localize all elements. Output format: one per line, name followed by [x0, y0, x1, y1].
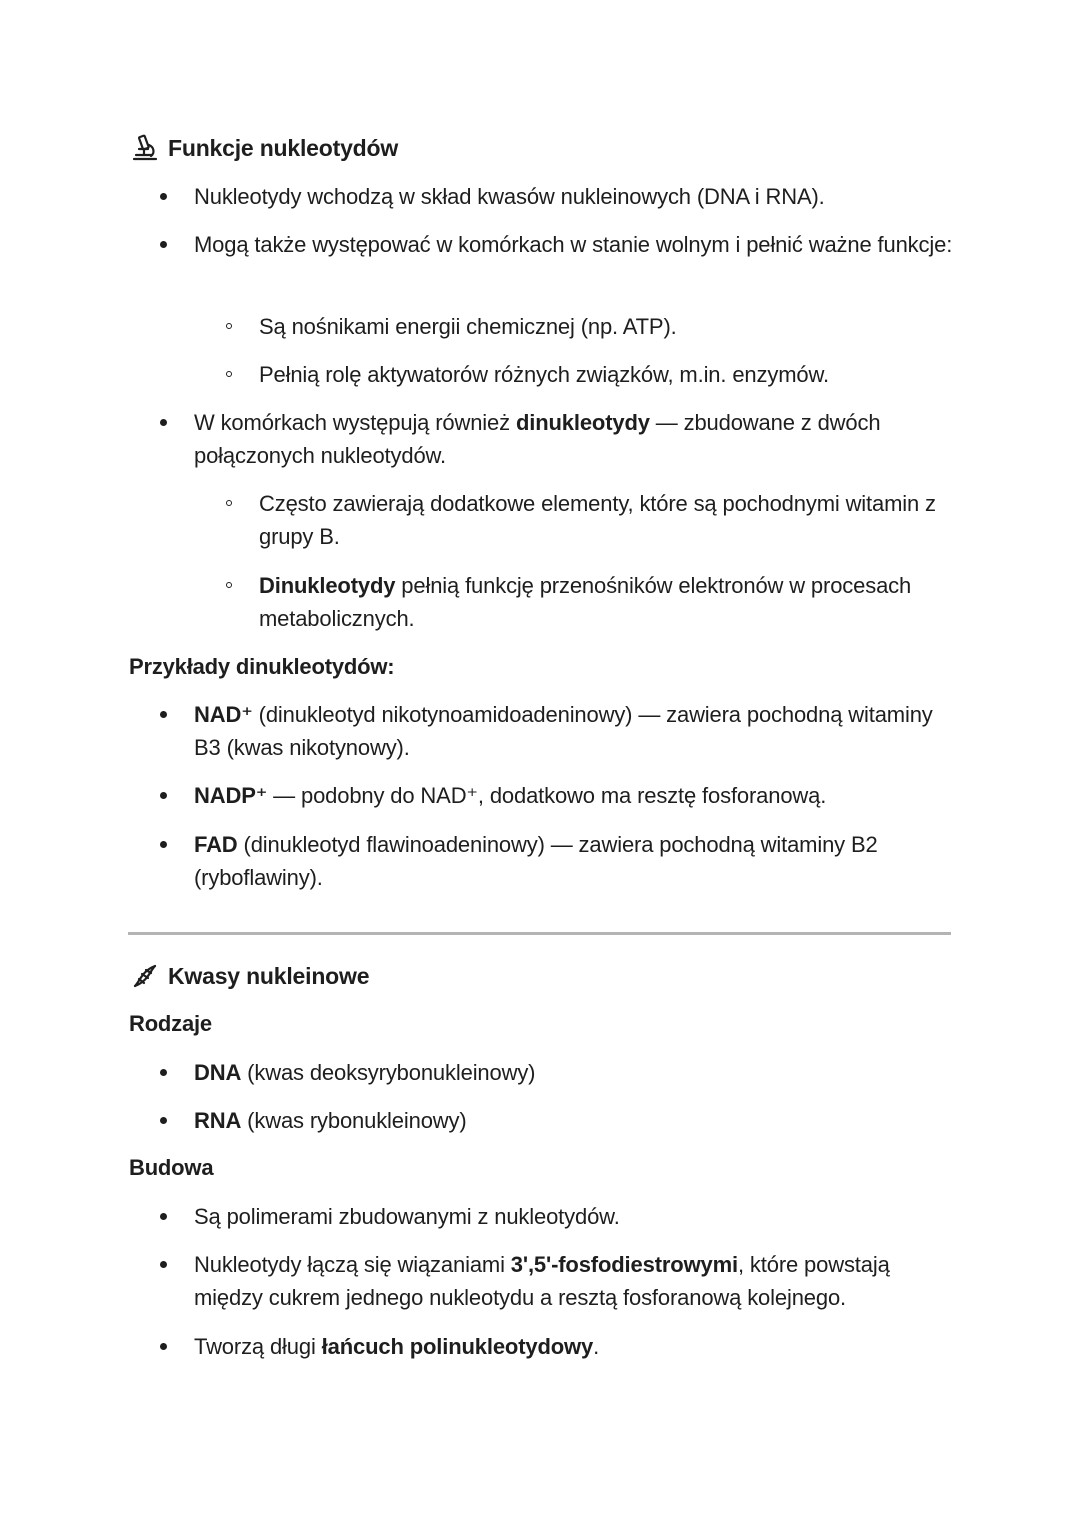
bullet-dot — [160, 841, 167, 848]
bullet-dot — [160, 711, 167, 718]
sub-list-item: Są nośnikami energii chemicznej (np. ATP). — [259, 310, 939, 343]
bullet-dot — [160, 792, 167, 799]
bullet-circle — [226, 371, 232, 377]
section-heading-nucleotide-functions — [130, 133, 398, 163]
bullet-dot — [160, 193, 167, 200]
types-title: Rodzaje — [129, 1011, 212, 1036]
bullet-circle — [226, 323, 232, 329]
microscope-icon — [130, 133, 160, 163]
bullet-dot — [160, 419, 167, 426]
list-item: FAD (dinukleotyd flawinoadeninowy) — zawiera pochodną witaminy B2 (ryboflawiny). — [194, 828, 954, 894]
list-item: RNA (kwas rybonukleinowy) — [194, 1104, 954, 1137]
sub-list-item: Dinukleotydy pełnią funkcję przenośników elektronów w procesach metabolicznych. — [259, 569, 939, 635]
list-item: W komórkach występują również dinukleotydy — zbudowane z dwóch połączonych nukleotydów. — [194, 406, 954, 472]
bullet-dot — [160, 1117, 167, 1124]
list-item: DNA (kwas deoksyrybonukleinowy) — [194, 1056, 954, 1089]
section-heading-nucleic-acids — [130, 961, 369, 991]
list-item: Nukleotydy łączą się wiązaniami 3',5'-fosfodiestrowymi, które powstają między cukrem jednego nukleotydu a resztą fosforanową kolejnego. — [194, 1248, 954, 1314]
bullet-dot — [160, 1213, 167, 1220]
bullet-circle — [226, 582, 232, 588]
dna-icon — [130, 961, 160, 991]
examples-title: Przykłady dinukleotydów: — [129, 654, 395, 679]
list-item: Są polimerami zbudowanymi z nukleotydów. — [194, 1200, 954, 1233]
list-item: Tworzą długi łańcuch polinukleotydowy. — [194, 1330, 954, 1363]
sub-list-item: Pełnią rolę aktywatorów różnych związków, m.in. enzymów. — [259, 358, 939, 391]
divider — [128, 932, 951, 935]
bullet-dot — [160, 1069, 167, 1076]
structure-title: Budowa — [129, 1155, 214, 1180]
list-item: NADP⁺ — podobny do NAD⁺, dodatkowo ma resztę fosforanową. — [194, 779, 954, 812]
list-item: Nukleotydy wchodzą w skład kwasów nukleinowych (DNA i RNA). — [194, 180, 954, 213]
section-title: Funkcje nukleotydów — [168, 134, 399, 161]
bullet-dot — [160, 241, 167, 248]
section-title: Kwasy nukleinowe — [168, 962, 370, 989]
list-item: NAD⁺ (dinukleotyd nikotynoamidoadeninowy) — zawiera pochodną witaminy B3 (kwas nikotynowy). — [194, 698, 954, 764]
bullet-dot — [160, 1343, 167, 1350]
list-item: Mogą także występować w komórkach w stanie wolnym i pełnić ważne funkcje: — [194, 228, 954, 261]
bullet-dot — [160, 1261, 167, 1268]
bullet-circle — [226, 500, 232, 506]
sub-list-item: Często zawierają dodatkowe elementy, które są pochodnymi witamin z grupy B. — [259, 487, 939, 553]
